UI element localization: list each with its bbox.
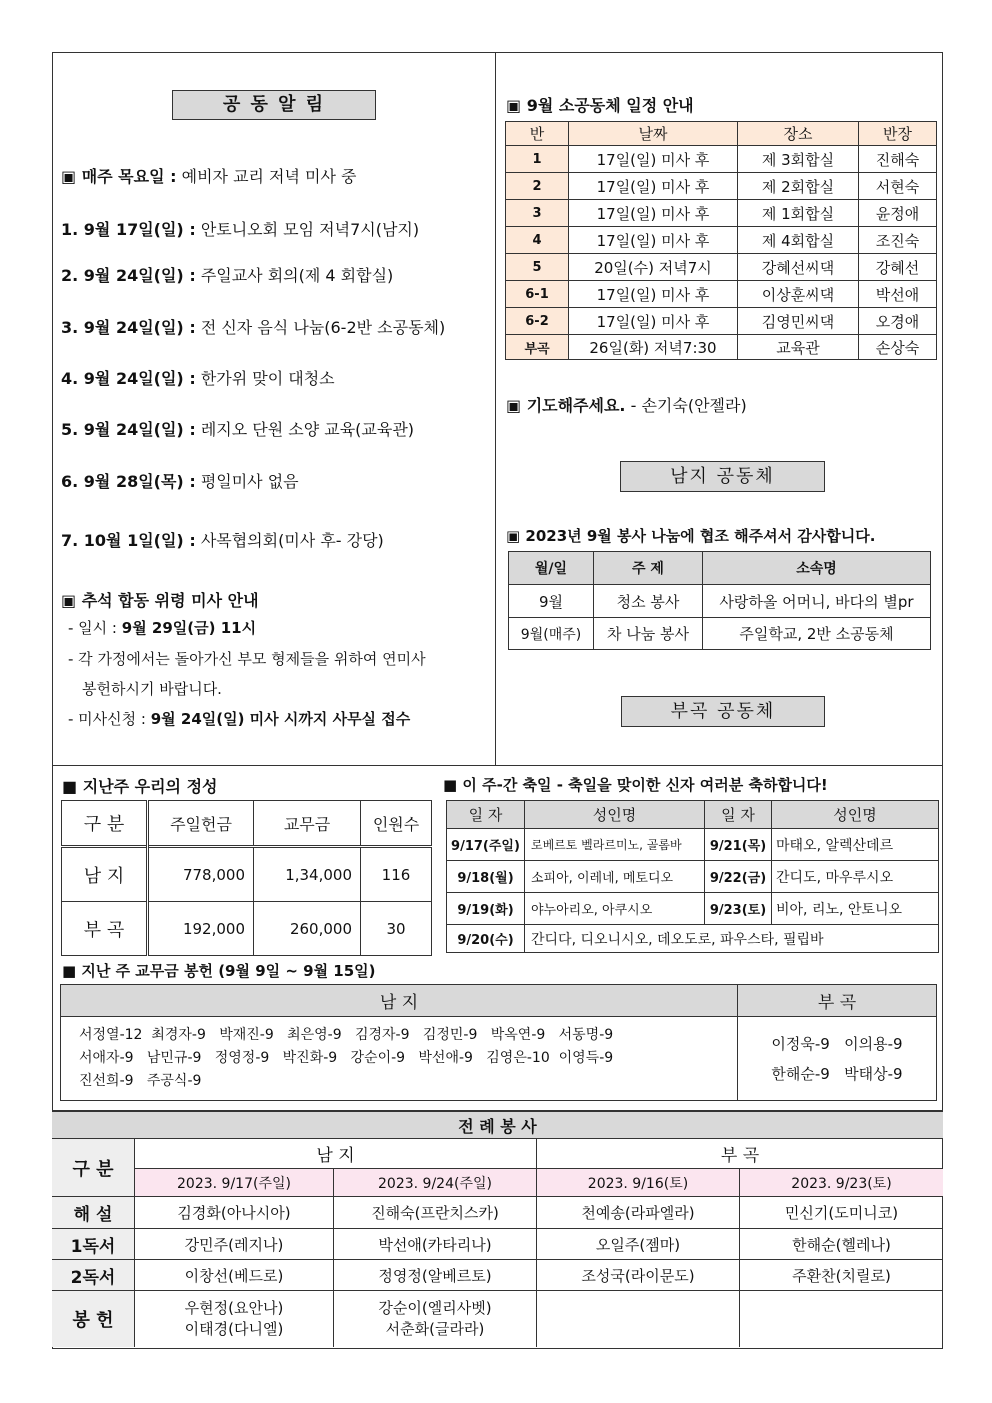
namji-title: 남지 공동체 [620,461,825,492]
notice-item: 6. 9월 28일(목) : 평일미사 없음 [61,472,299,491]
notice-item: 1. 9월 17일(일) : 안토니오회 모임 저녁7시(남지) [61,220,420,239]
table-row: 1독서 강민주(레지나) 박선애(카타리나) 오일주(젬마) 한해순(헬레나) [52,1229,943,1260]
col-header: 월/일 [509,552,594,585]
schedule-title: ▣ 9월 소공동체 일정 안내 [506,96,694,115]
schedule-table [505,121,937,360]
weekly-notice: ▣ 매주 목요일 : 예비자 교리 저녁 미사 중 [61,167,357,186]
date-header: 2023. 9/23(토) [740,1169,944,1197]
table-row: 1 17일(일) 미사 후 제 3회합실 진해숙 [506,146,937,173]
service-title: ▣ 2023년 9월 봉사 나눔에 협조 해주셔서 감사합니다. [506,527,876,545]
dues-title: ■ 지난 주 교무금 봉헌 (9월 9일 ~ 9월 15일) [62,962,376,980]
table-row: 해 설 김경화(아나시아) 진해숙(프란치스카) 천예송(라파엘라) 민신기(도미니코) [52,1197,943,1229]
bugok-dues: 이정욱-9 이의용-9 한해순-9 박태상-9 [738,1017,937,1101]
col-header: 소속명 [703,552,931,585]
notice-title: 공 동 알 림 [172,90,376,120]
notice-item: 4. 9월 24일(일) : 한가위 맞이 대청소 [61,369,335,388]
table-row: 6-1 17일(일) 미사 후 이상훈씨댁 박선애 [506,281,937,308]
prayer-request: ▣ 기도해주세요. - 손기숙(안젤라) [506,396,747,415]
feast-title: ■ 이 주-간 축일 - 축일을 맞이한 신자 여러분 축하합니다! [443,776,828,794]
chuseok-line2: 봉헌하시기 바랍니다. [82,680,222,698]
chuseok-apply: - 미사신청 : 9월 24일(일) 미사 시까지 사무실 접수 [68,710,411,728]
chuseok-line1: - 각 가정에서는 돌아가신 부모 형제들을 위하여 연미사 [68,650,426,668]
col-header: 성인명 [525,801,705,829]
feast-table [446,800,939,953]
offering-table [61,800,432,956]
namji-dues: 서정열-12 최경자-9 박재진-9 최은영-9 김경자-9 김정민-9 박옥연-9 서동명-9 서애자-9 남민규-9 정영정-9 박진화-9 강순이-9 박선애-9 김영은-10 이영득-9 진선희-9 주공식-9 [61,1017,738,1101]
col-header: 날짜 [569,122,738,146]
table-row: 부 곡 192,000 260,000 30 [62,902,432,956]
table-row: 2독서 이창선(베드로) 정영정(알베르토) 조성국(라이문도) 주환찬(치릴로) [52,1260,943,1291]
col-header: 성인명 [772,801,939,829]
table-row: 9/20(수) 간디다, 디오니시오, 데오도로, 파우스타, 필립바 [447,925,939,953]
table-row: 남 지 778,000 1,34,000 116 [62,847,432,902]
bugok-header: 부 곡 [537,1139,944,1169]
chuseok-title: ▣ 추석 합동 위령 미사 안내 [61,591,259,610]
table-row: 9월(매주) 차 나눔 봉사 주일학교, 2반 소공동체 [509,618,931,650]
col-header: 인원수 [361,801,432,847]
date-header: 2023. 9/16(토) [537,1169,740,1197]
table-row: 9/19(화) 야누아리오, 아쿠시오 9/23(토) 비아, 리노, 안토니오 [447,893,939,925]
dues-table [60,984,937,1101]
notice-item: 2. 9월 24일(일) : 주일교사 회의(제 4 회합실) [61,266,394,285]
table-row: 봉 헌 우현정(요안나) 이태경(다니엘) 강순이(엘리사벳) 서춘화(글라라) [52,1291,943,1347]
table-row: 9/17(주일) 로베르토 벨라르미노, 골롬바 9/21(목) 마태오, 알렉산데르 [447,829,939,861]
liturgy-table [52,1111,943,1347]
date-header: 2023. 9/17(주일) [135,1169,334,1197]
col-header: 교무금 [254,801,361,847]
col-header: 반 [506,122,569,146]
col-header: 일 자 [447,801,525,829]
date-header: 2023. 9/24(주일) [334,1169,537,1197]
notice-item: 5. 9월 24일(일) : 레지오 단원 소양 교육(교육관) [61,420,415,439]
table-row: 5 20일(수) 저녁7시 강혜선씨댁 강혜선 [506,254,937,281]
bugok-title: 부곡 공동체 [621,696,825,727]
service-table [508,551,931,650]
notice-item: 7. 10월 1일(일) : 사목협의회(미사 후- 강당) [61,531,384,550]
namji-header: 남 지 [61,985,738,1017]
col-header: 구 분 [62,801,148,847]
chuseok-date: - 일시 : 9월 29일(금) 11시 [68,619,257,637]
table-row: 6-2 17일(일) 미사 후 김영민씨댁 오경애 [506,308,937,335]
section-divider [52,765,943,766]
liturgy-title: 전 례 봉 사 [52,1112,943,1139]
table-row: 9/18(월) 소피아, 이레네, 메토디오 9/22(금) 간디도, 마우루시오 [447,861,939,893]
bugok-header: 부 곡 [738,985,937,1017]
offering-title: ■ 지난주 우리의 정성 [62,777,218,796]
col-header: 주일헌금 [148,801,254,847]
table-row: 4 17일(일) 미사 후 제 4회합실 조진숙 [506,227,937,254]
col-header: 반장 [859,122,937,146]
col-header: 장소 [738,122,859,146]
table-row: 부곡 26일(화) 저녁7:30 교육관 손상숙 [506,335,937,360]
table-row: 2 17일(일) 미사 후 제 2회합실 서현숙 [506,173,937,200]
col-header: 주 제 [594,552,703,585]
namji-header: 남 지 [135,1139,537,1169]
gubun-header: 구 분 [52,1139,135,1197]
table-row: 9월 청소 봉사 사랑하올 어머니, 바다의 별pr [509,585,931,618]
table-row: 3 17일(일) 미사 후 제 1회합실 윤정애 [506,200,937,227]
col-header: 일 자 [705,801,772,829]
notice-item: 3. 9월 24일(일) : 전 신자 음식 나눔(6-2반 소공동체) [61,318,446,337]
column-divider [495,52,496,766]
